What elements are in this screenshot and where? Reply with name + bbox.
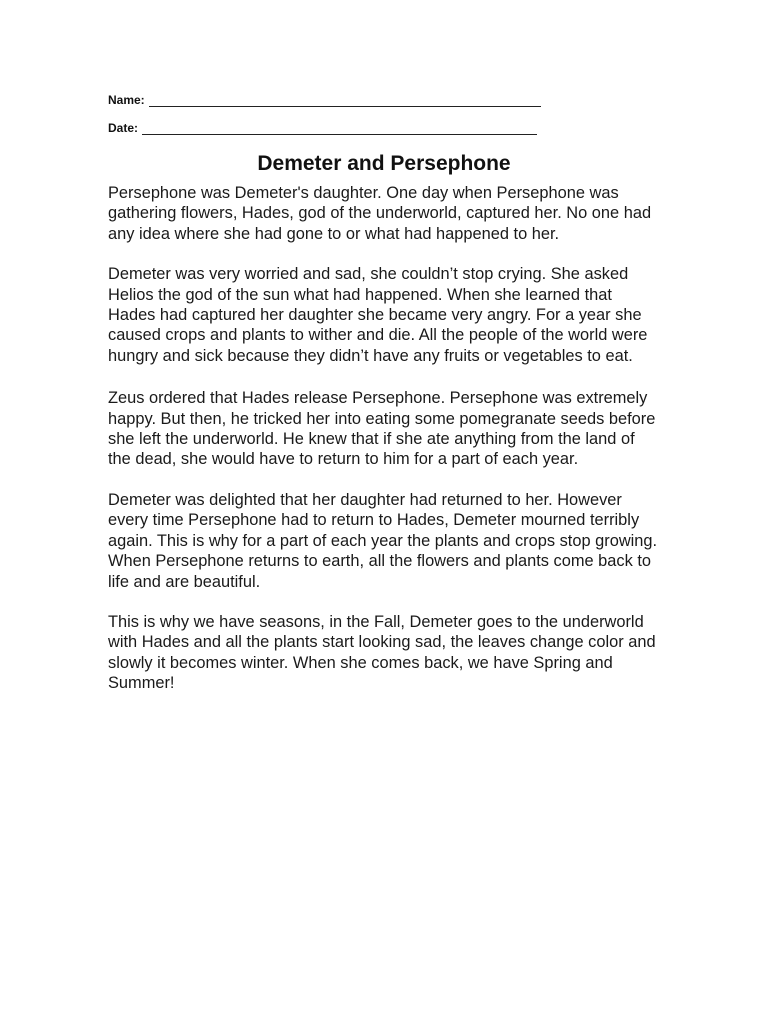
story-paragraph: Demeter was delighted that her daughter had returned to her. However every time Persephone had to return to Hades, Demeter mourned terribly again. This is why for a part of each year the plants and crops stop growing. When Persephone returns to earth, all the flowers and plants come back to life and are beautiful.	[108, 490, 658, 591]
date-blank-line	[142, 122, 537, 135]
story-paragraph: Demeter was very worried and sad, she couldn’t stop crying. She asked Helios the god of the sun what had happened. When she learned that Hades had captured her daughter she became very angry. For a year she caused crops and plants to wither and die. All the people of the world were hungry and sick because they didn’t have any fruits or vegetables to eat.	[108, 265, 648, 365]
date-label: Date:	[108, 121, 139, 135]
story-body	[108, 183, 658, 714]
story-paragraph: Zeus ordered that Hades release Persephone. Persephone was extremely happy. But then, he tricked her into eating some pomegranate seeds before she left the underworld. He knew that if she ate anything from the land of the dead, she would have to return to him for a part of each year.	[108, 389, 656, 469]
date-field	[108, 121, 537, 135]
story-paragraph: Persephone was Demeter's daughter. One day when Persephone was gathering flowers, Hades, god of the underworld, captured her. No one had any idea where she had gone to or what had happened to her.	[108, 184, 652, 243]
name-blank-line	[149, 94, 541, 107]
story-paragraph: This is why we have seasons, in the Fall, Demeter goes to the underworld with Hades and all the plants start looking sad, the leaves change color and slowly it becomes winter. When she comes back, we have Spring and Summer!	[108, 612, 656, 693]
name-field	[108, 93, 541, 107]
name-label: Name:	[108, 93, 145, 107]
page-title: Demeter and Persephone	[257, 152, 511, 175]
